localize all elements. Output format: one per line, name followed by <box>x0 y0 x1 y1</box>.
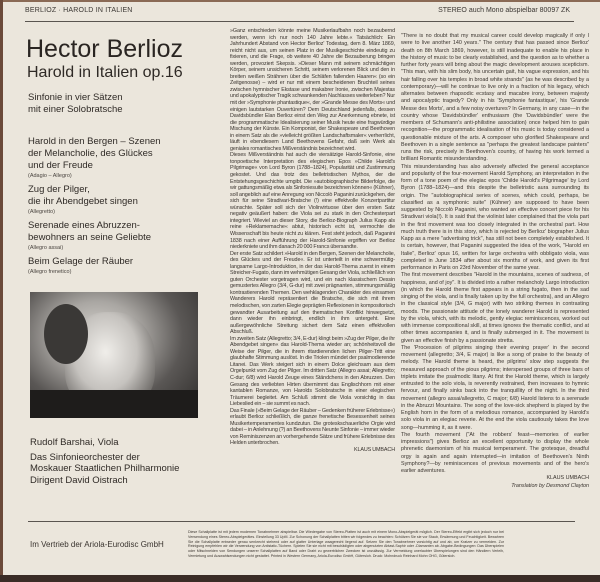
movement-title-line: und der Freude <box>28 160 93 171</box>
sleeve-edge-bottom <box>0 575 600 582</box>
header-title: BERLIOZ · HAROLD IN ITALIEN <box>25 7 133 14</box>
distributor: Im Vertrieb der Ariola-Eurodisc GmbH <box>30 540 164 549</box>
description-line: Sinfonie in vier Sätzen <box>28 92 123 103</box>
work-description <box>28 92 218 116</box>
orchestra-line: Das Sinfonieorchester der <box>30 451 140 463</box>
movement-4 <box>28 256 228 276</box>
movement-tempo: (Allegro frenetico) <box>28 269 72 275</box>
sleeve-edge-top <box>0 0 600 2</box>
sleeve-edge-left <box>0 0 3 582</box>
notes-paragraph: Im zweiten Satz (Allegretto; 3/4, E-dur) klingt beim »Zug der Pilger, die ihr Abendgebet singen« das Harold-Thema wieder an; schönheitsvoll die Weise der Pilger, die in ihrem ritardierenden lichen Pilger-Tritt eine glaubhafte Stimmung auslöst. In die Triolen mündet der psalmodierende Litanei. Das Werk steigert sich in einem Dolce gleichsam aus dem Orgelpunkt vom Zug der Pilger. Im dritten Satz (Allegro assai; Allegretto; C-dur; 6/8) wird Harold Zeuge eines Ständchens in den Abruzzen. Den Gesang des verliebten Hirten übernimmt das Englischhorn mit einer kantablen Romanze, von Harolds Solobratsche in einer elegischen Träumerei begleitet. Am Schluß stimmt die Viola vorsichtig in das Liebeslied ein – sie summt es nach. <box>230 335 395 408</box>
translation-credit: Translation by Desmond Clayton <box>511 482 589 489</box>
care-instructions: Diese Schallplatte ist mit jedem modernen Tonabnehmer abspielbar. Die Wiedergabe von Stereo-Platten ist auch mit einem Mono-Abspielgerät möglich. Der Stereo-Effekt ergibt sich jedoch nur bei Verwendung eines Stereo-Abspielgerätes. Einstellung 33 UpM. Zur Schonung der Schallplatten bitten wir folgendes zu beachten: Schützen Sie sie vor Staub, Erwärmung und Feuchtigkeit. Bewahren Sie die Schallplatte entweder genau senkrecht stehend oder auf glatter Unterlage waagerecht liegend auf. Setzen Sie den Tonabnehmer vorsichtig auf und ab, um Kratzer zu vermeiden. Zur Reinigung empfehlen wir die Verwendung von Antistatic-Tüchern. Spielen Sie sie nicht mit beschädigten oder abgenutzten Abtast-Saphir oder -Diamanten ab. Abgabe-Bedingungen: Das Überspielen oder Mitschneiden von Sendungen unserer Schallplatten auf Band oder Draht zu gewerblichen Zwecken ist unzulässig. Zur Vermeidung unerlaubter Überspielungen sind den Händlern Verleih, Vermietung und Auswahlsendungen nicht gestattet. Printed in Western Germany, Ariola-Eurodisc GmbH, Gütersloh. Druck: Mohndruck Reinhard Mohn OHG, Gütersloh. <box>188 530 504 558</box>
conductor: Dirigent David Oistrach <box>30 474 128 486</box>
notes-paragraph: Dieses Mißverständnis hat auch die viersätzige Harold-Sinfonie, eine tonpoetische Interpretation des elegischen Epos »Childe Harold's Pilgrimage« von Lord Byron (1788–1824), Popularität und Zustimmung gekostet. Und das trotz des belletristischen Mythos, der die Entstehungsgeschichte umgibt. Die »autobiographische Bilderfolge, die wir gattungsmäßig etwa als Sinfoniesuite bezeichnen können« (Kühner), soll angeblich auf eine Anregung von Niccolò Paganini zurückgehen, der sich für seine Stradivari-Bratsche (!) eine effektvolle Konzertpartitur wünschte. Später soll sich der Violinvirtuose über den ersten Satz negativ geäußert haben: die Viola sei zu stark in den Orchesterpart integriert. Wieviel an dieser Story, die Berlioz-Biograph Julius Kapp als reine »Reklamemache« abtut, historisch echt ist, vermochte die Wissenschaft bis heute nicht zu klären. Fest steht jedoch, daß Paganini 1838 nach einer Aufführung der Harold-Sinfonie ergriffen vor Berlioz niederkniete und ihm danach 20 000 Francs übersandte. <box>230 152 395 251</box>
notes-paragraph: The first movement describes "Harold in the mountains, scenes of sadness, of happiness, and of joy". It is divided into a rather melancholy Largo introduction (in which the Harold theme first appears in a string fugato, then in the sad singing of the viola, and is finally taken up by the full orchestra), and an Allegro in the classical style (3/4, G major) with two striking themes in contrasting moods. The passionate attitude of the lonely wanderer Harold is represented by the viola, which, with its melodic, gently elegiac reminiscences, worked out with immense compositional skill, at times ignores the thematic conflict, and at other times accompanies it, and is finally submerged in it. The movement is given an effective finish by a passionate stretta. <box>401 272 589 344</box>
movement-title-line: bewohners an seine Geliebte <box>28 232 152 243</box>
performers <box>30 437 230 486</box>
orchestra-line: Moskauer Staatlichen Philharmonie <box>30 463 180 474</box>
movement-title-line: Beim Gelage der Räuber <box>28 256 134 267</box>
header-rule <box>25 21 574 22</box>
movement-title-line: Zug der Pilger, <box>28 184 90 195</box>
header-catalog: STEREO auch Mono abspielbar 80097 ZK <box>438 7 570 14</box>
movement-3 <box>28 220 228 252</box>
notes-paragraph: »Ganz entschieden könnte meine Musikerlaufbahn noch bezaubernd werden, wenn ich nur noch 140 Jahre lebte.« Tatsächlich: Ein Jahrhundert Abstand von Hector Berlioz' Todestag, dem 8. März 1869, reicht nicht aus, um seinen Platz in der Musikgeschichte eindeutig zu fixieren, und die Frage, ob weitere 40 Jahre die Bezauberung bringen werden, provoziert Skepsis. »Dieser Mann mit seinem schmächtigen Körper, seinem unsicheren Schritt, seinem verlorenen Blick und den in breiten weißen Strähnen über die Schläfen fallenden Haaren« (so ein Zeitgenosse) – wird er nur mit einem bescheidenen Bruchteil seines zwischen hymnischer Ekstase und makabrer Ironie, zwischen Majestas und apokalyptischer Tragik schwankenden Nachlasses weiterleben? Nur mit der »Symphonie phantastique«, der »Grande Messe des Morts« und einigen lautstarken Ouvertüren? Dem Deutschland jedenfalls, dessen Davidsbündler Elan Berlioz einst den Weg zur Anerkennung ebnete, ist die programmatische Idealisierung seiner Musik heute eine fragwürdige Mischung der Künste. Ein Komponist, der Shakespeare und Beethoven in einem Satz als die »vielleicht größten Landschaftsmaler« verherrlicht, läuft in ebendiesem Land Beethovens Gefahr, daß sein Werk als geniales romantisches Mißverständnis bezeichnet wird. <box>230 28 395 152</box>
work-title: Harold in Italien op.16 <box>27 64 183 81</box>
movement-title-line: der Melancholie, des Glückes <box>28 148 153 159</box>
movement-tempo: (Adagio – Allegro) <box>28 173 72 179</box>
movement-1 <box>28 136 228 180</box>
soloist: Rudolf Barshai, Viola <box>30 437 119 448</box>
notes-paragraph: "There is no doubt that my musical career could develop magically if only I were to live another 140 years." The century that has passed since Berlioz' death on 8th March 1869, however, is still inadequate to enable his place in the history of music to be clearly established, and the question as to whether a further forty years will bring about the magic development arouses scepticism. "This man, with his slim body, his uncertain gait, his vague expression, and his hair falling over his temples in broad white strands" (as he was described by a contemporary)—will he continue to live only in a fraction of his legacy, which alternates between rhapsodic ecstasy and macabre irony, between majesty and apocalyptic tragedy? Only in his 'Symphonie fantastique', his 'Grande Messe des Morts', and a few noisy overtures? In Germany, in any case—in the country whose 'Davidsbündler' enthusiasm (the 'Davidsbündler' were the members of Schumann's anti-philistine association) once helped him to gain recognition—the programmatic idealisation of his music is today considered a questionable mixture of the arts. A composer who glorified Shakespeare and Beethoven in a single sentence as "perhaps the greatest landscape painters" runs the risk, precisely in Beethoven's country, of having his work termed a brilliant Romantic misunderstanding. <box>401 33 589 163</box>
notes-paragraph: The fourth movement ("At the robbers' feast—memories of earlier impressions") gives Berlioz an excellent opportunity to display the whole phrenetic daemonism of his musical temperament. The grotesque, dreadful orgy is again and again interrupted—in imitation of Beethoven's Ninth Symphony?—by reminiscences of previous movements and of the hero's earlier adventures. <box>401 431 589 474</box>
portrait-hair <box>44 304 88 364</box>
liner-notes-german <box>230 28 395 454</box>
portrait-coat <box>30 390 198 418</box>
notes-signature: KLAUS UMBACH <box>546 475 589 482</box>
notes-paragraph: This misunderstanding has also adversely affected the general acceptance and popularity of the four-movement Harold Symphony, an interpretation in the form of a tone poem of the elegiac epos 'Childe Harold's Pilgrimage' by Lord Byron (1788–1824)—and this despite the belletristic aura surrounding its origin. The "autobiographical series of scenes, which could, perhaps, be classified as a symphonic suite" (Kühner) are supposed to have been suggested by Niccolò Paganini, who wanted an effective concert piece for his Stradivari viola(!). It is said that the violinist later complained that the viola part in the first movement was too closely integrated in the orchestral part. How much truth there is in this story, which is rejected by Berlioz' biographer Julius Kapp as a mere "advertising trick", has still not been completely established. It is certain, however, that Paganini suggested the idea of the work, "Harold en Italie", Berlioz' opus 16, written for large orchestra with obbligato viola, was completed in June 1834 after about six months of work, and given its first performance in Paris on 23rd November of the same year. <box>401 163 589 271</box>
notes-paragraph: Der erste Satz schildert »Harold in den Bergen, Szenen der Melancholie, des Glückes und der Freude«. Er ist unterteilt in eine schwermütig-langsame Largo-Introduktion, in der das Harold-Thema zuerst in einem Streicher-Fugato, dann im wehmütigen Gesang der Viola, schließlich von guten Orchester vorgetragen wird, und ein nach klassischem Dessin gemustertes Allegro (3/4, G-dur) mit zwei prägnanten, stimmungsmäßig kontrastierenden Themen. Den wehklagenden Charakter des einsamen Wanderers Harold repräsentiert die Bratsche, die sich mit ihrem melodischen, von zarten Elegie geprägten Reflexionen in kompositorisch gewandter Ausarbeitung auf den thematischen Konflikt hinwegsetzt, dann wieder ihn einbringt, endlich in ihm untergeht. Eine außergewöhnliche Streitung sichert dem Satz einen effektvollen Abschluß. <box>230 250 395 336</box>
movement-title-line: die ihr Abendgebet singen <box>28 196 138 207</box>
notes-paragraph: Das Finale (»Beim Gelage der Räuber – Gedenken früherer Erlebnisse«) erlaubt Berlioz schließlich, die ganze frenetische Besessenheit seines Musikertemperamentes kundzutun. Die groteskschauerliche Orgie wird dabei – in Anlehnung (?) an Beethovens Neunte Sinfonie – immer wieder von Reminiszenzen an vorhergehende Sätze und frühere Erlebnisse des Helden unterbrochen. <box>230 407 395 447</box>
movement-tempo: (Allegro assai) <box>28 245 64 251</box>
footer-rule <box>28 521 575 522</box>
movement-title-line: Serenade eines Abruzzen- <box>28 220 140 231</box>
movement-2 <box>28 184 228 216</box>
movement-tempo: (Allegretto) <box>28 209 55 215</box>
notes-paragraph: The 'Procession of pilgrims singing their evening prayer' in the second movement (allegretto; 3/4, E major) is like a song of praise to the beauty of melody. The Harold theme is heard, the pilgrims' slow step suggests the measured approach of the pious pilgrims; interspersed groups of three bars of triplets imitate the psalmodic litany. At first the Harold theme, which is largely entrusted to the solo viola, is reverently restrained, then increases to hymnic fervour, and finally sinks back into the tranquillity of the night. In the third movement (allegro assai/allegretto, C major; 6/8) Harold listens to a serenade in the Abruzzi Mountains. The song of the love-sick shepherd is played by the English horn in the form of a melodious romance, accompanied by Harold's solo viola in an elegiac reverie. At the end the viola cautiously takes the love song—humming it, as it were. <box>401 344 589 431</box>
liner-notes-english <box>401 33 589 493</box>
composer-title: Hector Berlioz <box>26 35 183 63</box>
portrait-photo <box>30 292 198 418</box>
movement-title-line: Harold in den Bergen – Szenen <box>28 136 161 147</box>
description-line: mit einer Solobratsche <box>28 104 123 115</box>
movement-list <box>28 136 228 280</box>
notes-signature: KLAUS UMBACH <box>353 447 395 453</box>
